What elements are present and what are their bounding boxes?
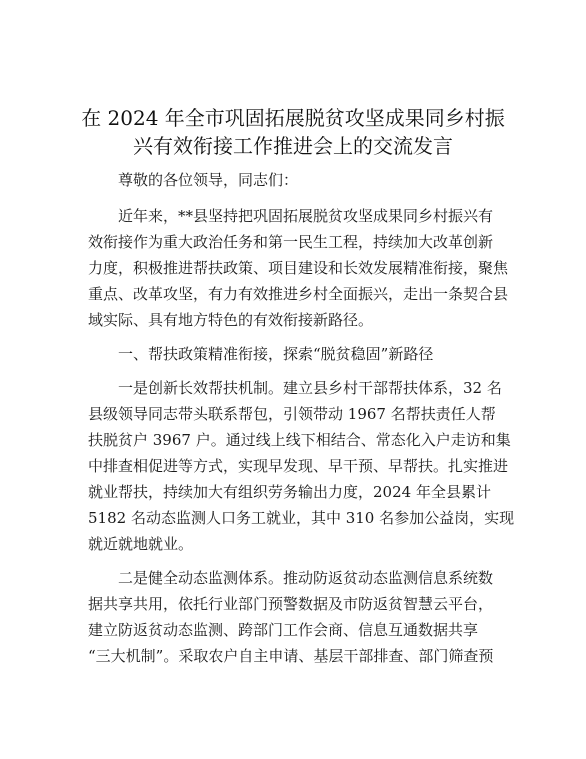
paragraph-line: 一是创新长效帮扶机制。建立县乡村干部帮扶体系，32 名 <box>118 379 502 397</box>
paragraph-line: 就近就地就业。 <box>88 535 194 553</box>
paragraph-line: 效衔接作为重大政治任务和第一民生工程，持续加大改革创新 <box>88 233 494 251</box>
paragraph-line: 县级领导同志带头联系帮包，引领带动 1967 名帮扶责任人帮 <box>88 405 496 423</box>
paragraph-line: 力度，积极推进帮扶政策、项目建设和长效发展精准衔接，聚焦 <box>88 259 509 277</box>
paragraph-line: 二是健全动态监测体系。推动防返贫动态监测信息系统数 <box>118 569 494 587</box>
paragraph-line: 重点、改革攻坚，有力有效推进乡村全面振兴，走出一条契合县 <box>88 285 509 303</box>
paragraph-line: 域实际、具有地方特色的有效衔接新路径。 <box>88 311 374 329</box>
paragraph-line: 扶脱贫户 3967 户。通过线上线下相结合、常态化入户走访和集 <box>88 431 511 449</box>
paragraph-line: “三大机制”。采取农户自主申请、基层干部排查、部门筛查预 <box>88 647 494 665</box>
paragraph-line: 5182 名动态监测人口务工就业，其中 310 名参加公益岗，实现 <box>88 509 515 527</box>
document-title-line-1: 在 2024 年全市巩固拓展脱贫攻坚成果同乡村振 <box>81 106 505 130</box>
paragraph-line: 中排查相促进等方式，实现早发现、早干预、早帮扶。扎实推进 <box>88 457 509 475</box>
paragraph-line: 近年来，**县坚持把巩固拓展脱贫攻坚成果同乡村振兴有 <box>118 207 494 225</box>
salutation: 尊敬的各位领导，同志们： <box>118 171 299 189</box>
paragraph-line: 就业帮扶，持续加大有组织劳务输出力度，2024 年全县累计 <box>88 483 491 501</box>
paragraph-line: 据共享共用，依托行业部门预警数据及市防返贫智慧云平台， <box>88 595 494 613</box>
paragraph-line: 建立防返贫动态监测、跨部门工作会商、信息互通数据共享 <box>88 621 479 639</box>
section-heading: 一、帮扶政策精准衔接，探索“脱贫稳固”新路径 <box>118 345 434 363</box>
document-title-line-2: 兴有效衔接工作推进会上的交流发言 <box>133 134 453 158</box>
